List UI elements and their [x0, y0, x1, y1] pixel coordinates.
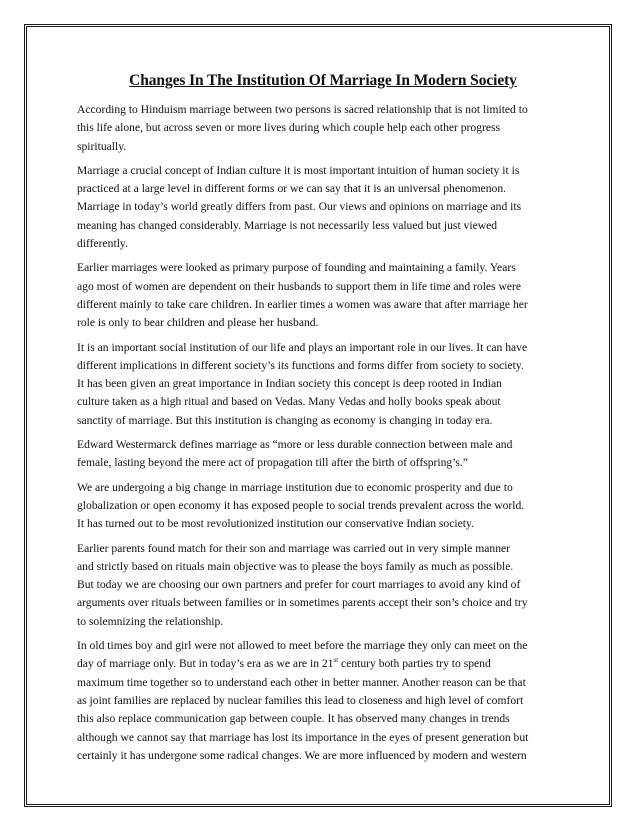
text-line: culture taken as a high ritual and based on Vedas. Many Vedas and holly books speak about	[77, 395, 501, 409]
text-line: certainly it has undergone some radical changes. We are more influenced by modern and western	[77, 748, 527, 762]
text-line: ago most of women are dependent on their husbands to support them in life time and roles were	[77, 279, 521, 293]
text-line: Earlier parents found match for their son and marriage was carried out in very simple manner	[77, 541, 510, 555]
text-line: meaning has changed considerably. Marriage is not necessarily less valued but just viewed	[77, 218, 498, 232]
text-line: It has turned out to be most revolutionized institution our conservative Indian society.	[77, 517, 474, 531]
text-line: It is an important social institution of our life and plays an important role in our lives. It can have	[77, 340, 528, 354]
text-segment: century both parties try to spend	[338, 657, 491, 671]
document-body	[77, 72, 569, 771]
text-line: different implications in different society’s its functions and forms differ from society to society.	[77, 358, 524, 372]
text-line: Marriage in today’s world greatly differs from past. Our views and opinions on marriage and its	[77, 200, 522, 214]
text-line-with-superscript	[77, 655, 569, 673]
text-line: spiritually.	[77, 139, 127, 153]
text-line: role is only to bear children and please her husband.	[77, 316, 319, 330]
paragraph-2	[77, 162, 569, 253]
paragraph-8	[77, 637, 569, 765]
text-line: differently.	[77, 237, 128, 251]
text-line: In old times boy and girl were not allowed to meet before the marriage they only can meet on the	[77, 639, 528, 653]
text-segment: day of marriage only. But in today’s era as we are in 21	[77, 657, 334, 671]
text-line: maximum time together so to understand each other in better manner. Another reason can be that	[77, 675, 526, 689]
paragraph-6	[77, 479, 569, 534]
text-line: arguments over rituals between families or in sometimes parents accept their son’s choice and try	[77, 596, 528, 610]
text-line: globalization or open economy it has exposed people to social trends prevalent across the world.	[77, 498, 525, 512]
text-line: Earlier marriages were looked as primary purpose of founding and maintaining a family. Years	[77, 261, 516, 275]
text-line: female, lasting beyond the mere act of propagation till after the birth of offspring’s.”	[77, 456, 468, 470]
text-line: According to Hinduism marriage between two persons is sacred relationship that is not limited to	[77, 103, 528, 116]
paragraph-3	[77, 259, 569, 332]
text-line: But today we are choosing our own partners and prefer for court marriages to avoid any kind of	[77, 578, 521, 592]
document-title: Changes In The Institution Of Marriage In Modern Society	[129, 72, 517, 89]
text-line: this also replace communication gap between couple. It has observed many changes in trends	[77, 712, 510, 726]
text-line: to solemnizing the relationship.	[77, 614, 224, 628]
text-line: sanctity of marriage. But this institution is changing as economy is changing in today era.	[77, 413, 493, 427]
text-line: Edward Westermarck defines marriage as “more or less durable connection between male and	[77, 438, 513, 452]
text-line: this life alone, but across seven or more lives during which couple help each other progress	[77, 121, 501, 135]
text-line: as joint families are replaced by nuclear families this lead to closeness and high level of comfort	[77, 693, 524, 707]
text-line: It has been given an great importance in Indian society this concept is deep rooted in Indian	[77, 377, 502, 391]
ordinal-superscript: st	[333, 656, 339, 665]
text-line: Marriage a crucial concept of Indian culture it is most important intuition of human society it is	[77, 163, 520, 177]
text-line: different mainly to take care children. In earlier times a women was aware that after marriage her	[77, 297, 528, 311]
text-line: We are undergoing a big change in marriage institution due to economic prosperity and due to	[77, 480, 513, 494]
text-line: practiced at a large level in different forms or we can say that it is an universal phenomenon.	[77, 182, 507, 196]
paragraph-5	[77, 436, 569, 473]
paragraph-1	[77, 101, 569, 156]
paragraph-7	[77, 540, 569, 631]
text-line: although we cannot say that marriage has lost its importance in the eyes of present generation but	[77, 730, 529, 744]
text-line: and strictly based on rituals main objective was to please the boys family as much as possible.	[77, 559, 514, 573]
paragraph-4	[77, 339, 569, 430]
